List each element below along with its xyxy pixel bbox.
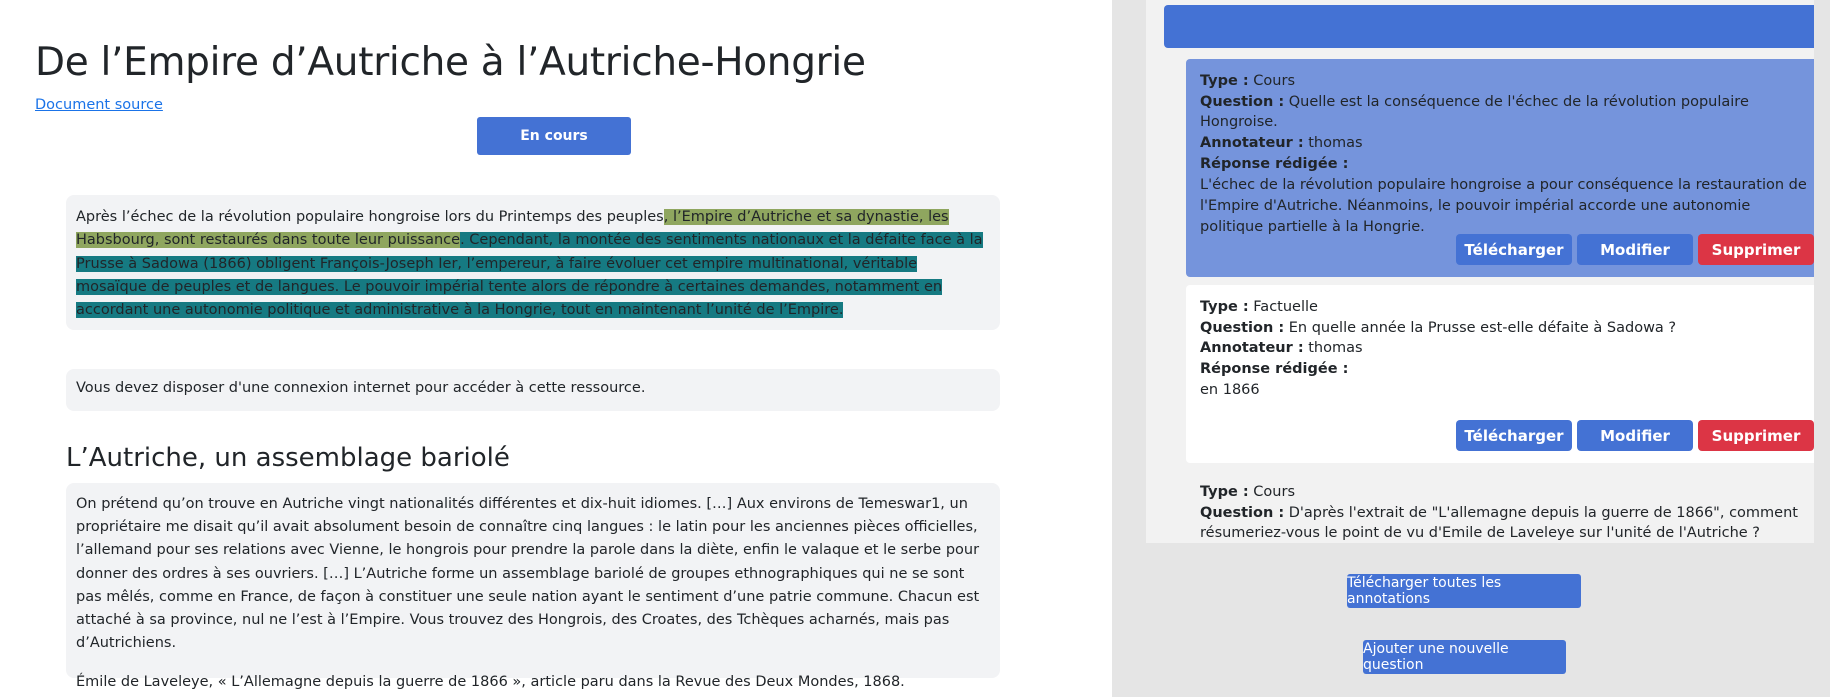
download-all-button[interactable]: Télécharger toutes les annotations — [1347, 574, 1581, 608]
annotation-answer-label: Réponse rédigée : — [1200, 361, 1349, 378]
annotation-card[interactable] — [1186, 285, 1814, 463]
annotation-annotator: thomas — [1308, 340, 1363, 357]
annotations-sidebar — [1112, 0, 1830, 697]
annotation-type-row: Type : Cours — [1200, 73, 1295, 89]
document-text[interactable] — [76, 206, 990, 322]
add-question-button[interactable]: Ajouter une nouvelle question — [1363, 640, 1566, 674]
annotation-question-row: Question : Quelle est la conséquence de l'échec de la révolution populaire Hongroise. — [1200, 93, 1749, 131]
edit-button[interactable]: Modifier — [1577, 234, 1693, 265]
annotation-type-row: Type : Cours — [1200, 484, 1295, 500]
quote-text[interactable]: On prétend qu’on trouve en Autriche vingt nationalités différentes et dix-huit idiomes. […] Aux environs de Temeswar1, un propriétaire me disait qu’il avait absolument besoin de connaître cinq langues : le latin pour les anciennes pièces officielles, l’allemand pour ses relations avec Vienne, le hongrois pour prendre la parole dans la diète, enfin le valaque et le serbe pour donner des ordres à ses ouvriers. […] L’Autriche forme un assemblage bariolé de groupes ethnographiques qui ne se sont pas mêlés, comme en France, de façon à constituer une seule nation ayant le sentiment d’une patrie commune. Chacun est attaché à sa province, nul ne l’est à l’Empire. Vous trouvez des Hongrois, des Croates, des Tchèques acharnés, mais pas d’Autrichiens. — [76, 496, 980, 652]
annotation-type: Factuelle — [1253, 299, 1318, 315]
edit-button[interactable]: Modifier — [1577, 420, 1693, 451]
document-text-card — [66, 195, 1000, 330]
annotation-type-row: Type : Factuelle — [1200, 299, 1318, 315]
quote-citation: Émile de Laveleye, « L’Allemagne depuis la guerre de 1866 », article paru dans la Revue des Deux Mondes, 1868. — [76, 674, 905, 691]
annotation-answer: L'échec de la révolution populaire hongroise a pour conséquence la restauration de l'Empire d'Autriche. Néanmoins, le pouvoir impérial accorde une autonomie politique partielle à la Hongrie. — [1200, 176, 1807, 235]
delete-button[interactable]: Supprimer — [1698, 234, 1814, 265]
annotation-card[interactable] — [1186, 470, 1814, 543]
annotation-annotator: thomas — [1308, 135, 1363, 152]
annotations-list[interactable] — [1146, 0, 1814, 543]
annotation-annotator-row: Annotateur : thomas — [1200, 340, 1363, 357]
annotation-actions — [1456, 234, 1814, 265]
annotation-question: D'après l'extrait de "L'allemagne depuis la guerre de 1866", comment résumeriez-vous le point de vu d'Emile de Laveleye sur l'unité de l'Autriche ? — [1200, 504, 1798, 542]
annotation-question-row: Question : D'après l'extrait de "L'allemagne depuis la guerre de 1866", comment résumeriez-vous le point de vu d'Emile de Laveleye sur l'unité de l'Autriche ? — [1200, 504, 1798, 542]
document-source-link[interactable]: Document source — [35, 97, 163, 113]
annotation-card-selected[interactable] — [1186, 59, 1814, 277]
annotation-actions — [1456, 420, 1814, 451]
annotation-type: Cours — [1253, 73, 1295, 89]
section-title: L’Autriche, un assemblage bariolé — [66, 443, 510, 473]
download-button[interactable]: Télécharger — [1456, 234, 1572, 265]
annotations-header-bar — [1164, 5, 1814, 48]
highlight-annotation-1[interactable]: , l’Empire d’Autriche et sa dynastie, les Habsbourg, sont restaurés dans toute leur puissance — [76, 209, 949, 249]
annotation-type: Cours — [1253, 484, 1295, 500]
highlight-annotation-2[interactable]: . Cependant, la montée des sentiments nationaux et la défaite face à la Prusse à Sadowa (1866) obligent François-Joseph Ier, l’empereur, à faire évoluer cet empire multinational, véritable mosaïque de peuples et de langues. Le pouvoir impérial tente alors de répondre à certaines demandes, notamment en accordant une autonomie politique et administrative à la Hongrie, tout en maintenant l’unité de l’Empire. — [76, 232, 983, 319]
annotation-annotator-row: Annotateur : thomas — [1200, 135, 1363, 152]
annotation-answer: en 1866 — [1200, 381, 1260, 398]
text-plain: Après l’échec de la révolution populaire hongroise lors du Printemps des peuples — [76, 209, 664, 225]
page-title: De l’Empire d’Autriche à l’Autriche-Hongrie — [35, 40, 866, 85]
annotation-question-row: Question : En quelle année la Prusse est-elle défaite à Sadowa ? — [1200, 319, 1677, 336]
quote-card — [66, 483, 1000, 691]
internet-notice: Vous devez disposer d'une connexion internet pour accéder à cette ressource. — [66, 369, 1000, 411]
annotation-question: En quelle année la Prusse est-elle défaite à Sadowa ? — [1288, 319, 1677, 336]
delete-button[interactable]: Supprimer — [1698, 420, 1814, 451]
annotation-answer-label: Réponse rédigée : — [1200, 155, 1349, 172]
download-button[interactable]: Télécharger — [1456, 420, 1572, 451]
status-button[interactable]: En cours — [477, 117, 631, 155]
annotation-question: Quelle est la conséquence de l'échec de la révolution populaire Hongroise. — [1200, 93, 1749, 131]
